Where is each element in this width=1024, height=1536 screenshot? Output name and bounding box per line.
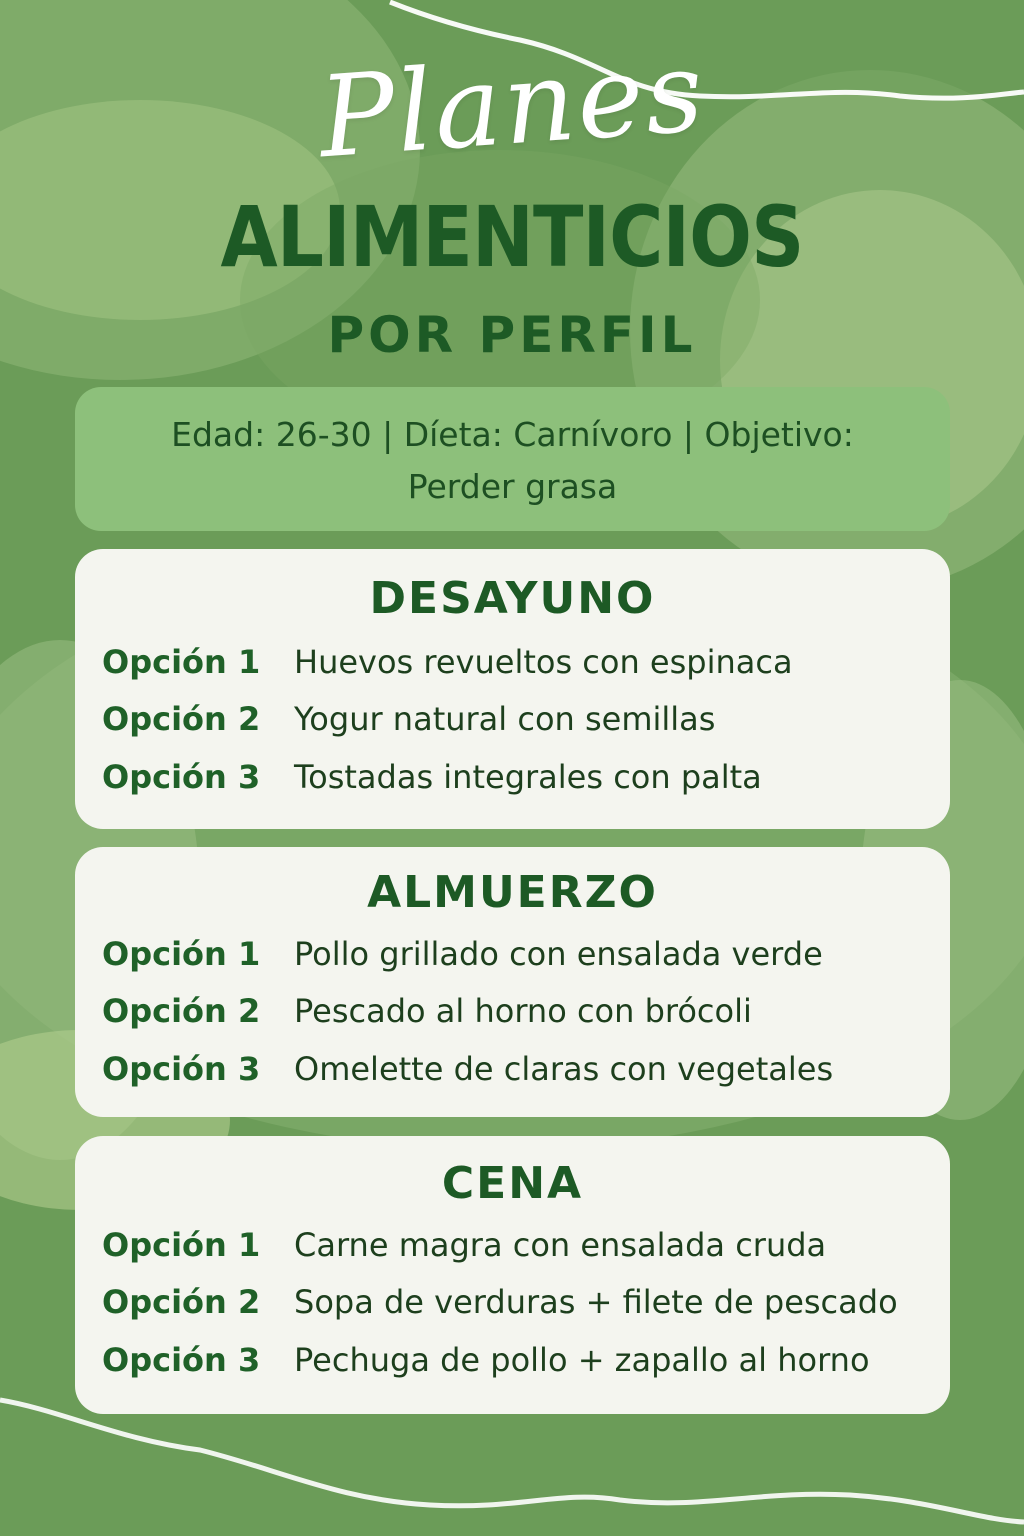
meal-option-row [75,748,950,806]
title-script-planes: Planes [315,26,709,184]
meal-option-row [75,691,950,749]
profile-summary-box [75,387,950,531]
option-description: Pechuga de pollo + zapallo al horno [294,1340,870,1379]
meal-option-row [75,983,950,1041]
meal-title-desayuno: DESAYUNO [369,573,656,624]
meal-option-row [75,925,950,983]
option-description: Tostadas integrales con palta [294,757,762,796]
meal-option-row [75,1040,950,1098]
meal-card-almuerzo [75,847,950,1117]
meal-card-desayuno [75,549,950,829]
option-label: Opción 3 [102,1340,261,1379]
meal-option-row [75,1331,950,1389]
profile-line-1: Edad: 26-30 | Díeta: Carnívoro | Objetivo: [171,415,854,454]
option-label: Opción 2 [102,700,261,739]
option-description: Carne magra con ensalada cruda [294,1225,827,1264]
option-label: Opción 2 [102,992,261,1031]
option-description: Sopa de verduras + filete de pescado [294,1283,898,1322]
option-description: Huevos revueltos con espinaca [294,642,793,681]
option-description: Pollo grillado con ensalada verde [294,934,823,973]
option-description: Yogur natural con semillas [294,700,716,739]
meal-option-row [75,633,950,691]
meal-title-almuerzo: ALMUERZO [367,867,658,918]
title-alimenticios: ALIMENTICIOS [220,188,804,286]
option-description: Pescado al horno con brócoli [294,992,752,1031]
option-label: Opción 3 [102,757,261,796]
meal-card-cena [75,1136,950,1414]
meal-option-row [75,1274,950,1332]
option-description: Omelette de claras con vegetales [294,1049,834,1088]
option-label: Opción 2 [102,1283,261,1322]
meal-title-cena: CENA [441,1158,584,1209]
option-label: Opción 1 [102,1225,261,1264]
option-label: Opción 1 [102,934,261,973]
option-label: Opción 3 [102,1049,261,1088]
title-por-perfil: POR PERFIL [327,306,697,364]
meal-option-row [75,1216,950,1274]
option-label: Opción 1 [102,642,261,681]
profile-line-2: Perder grasa [407,467,618,506]
